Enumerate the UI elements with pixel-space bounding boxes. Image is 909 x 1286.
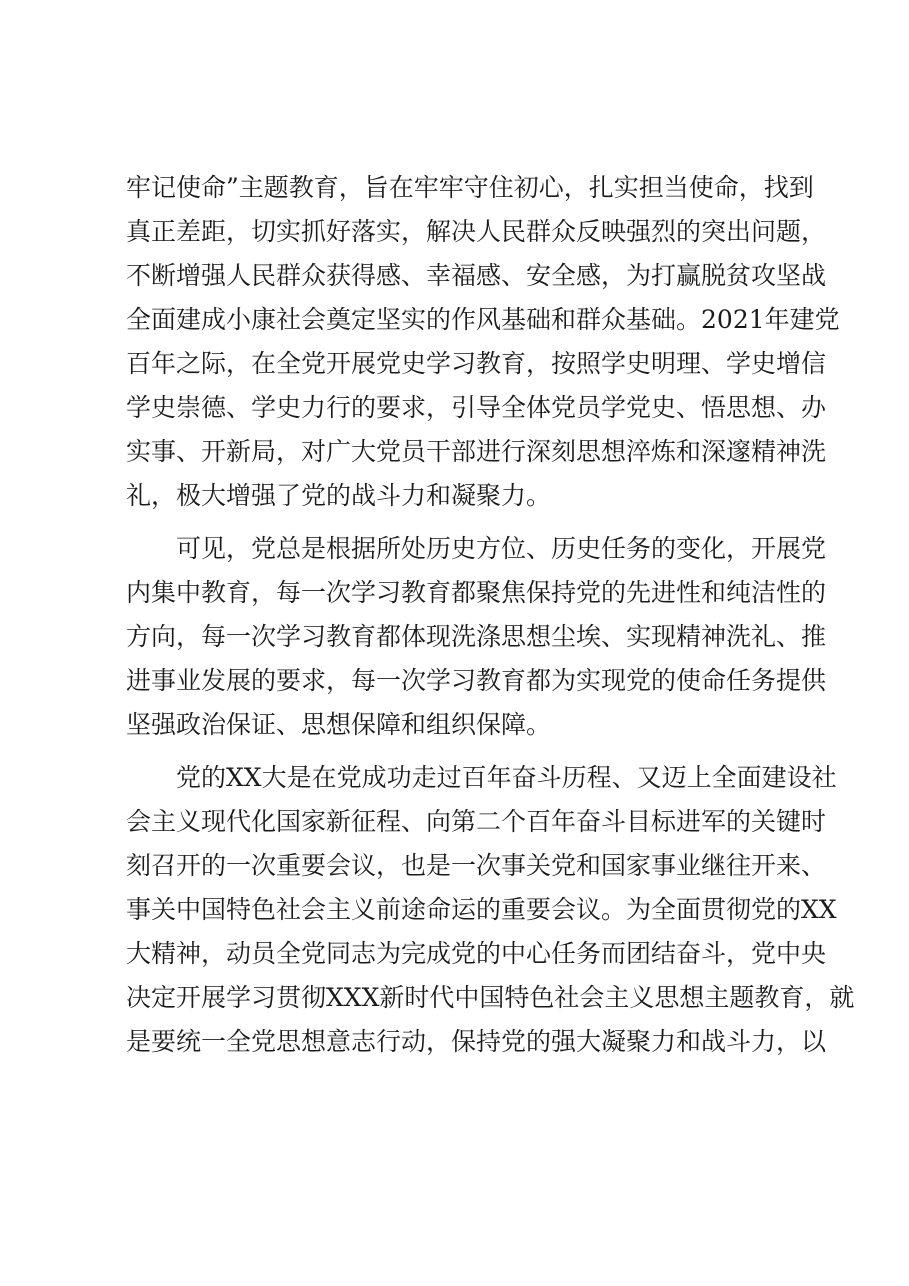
paragraph-3 [126,756,855,1064]
text-line: 刻召开的一次重要会议，也是一次事关党和国家事业继往开来、 [126,851,827,880]
text-line: 实事、开新局，对广大党员干部进行深刻思想淬炼和深邃精神洗 [126,437,827,466]
paragraph-1 [126,166,840,518]
text-line: 是要统一全党思想意志行动，保持党的强大凝聚力和战斗力，以 [126,1027,827,1056]
text-line: 不断增强人民群众获得感、幸福感、安全感，为打赢脱贫攻坚战 [126,261,827,290]
text-line: 真正差距，切实抓好落实，解决人民群众反映强烈的突出问题， [126,217,827,246]
text-line: 坚强政治保证、思想保障和组织保障。 [126,710,552,739]
document-body [126,166,855,1064]
text-line: 礼，极大增强了党的战斗力和凝聚力。 [126,481,552,510]
text-line: 百年之际，在全党开展党史学习教育，按照学史明理、学史增信 [126,349,827,378]
text-line: 内集中教育，每一次学习教育都聚焦保持党的先进性和纯洁性的 [126,578,827,607]
paragraph-2 [126,527,827,747]
text-line: 大精神，动员全党同志为完成党的中心任务而团结奋斗，党中央 [126,939,827,968]
text-line: 党的XX大是在党成功走过百年奋斗历程、又迈上全面建设社 [176,763,837,792]
text-line: 牢记使命”主题教育，旨在牢牢守住初心，扎实担当使命，找到 [126,173,814,202]
text-line: 学史崇德、学史力行的要求，引导全体党员学党史、悟思想、办 [126,393,827,422]
text-line: 可见，党总是根据所处历史方位、历史任务的变化，开展党 [176,534,827,563]
text-line: 决定开展学习贯彻XXX新时代中国特色社会主义思想主题教育，就 [126,983,855,1012]
text-line: 全面建成小康社会奠定坚实的作风基础和群众基础。2021年建党 [126,305,840,334]
text-line: 事关中国特色社会主义前途命运的重要会议。为全面贯彻党的XX [126,895,837,924]
text-line: 进事业发展的要求，每一次学习教育都为实现党的使命任务提供 [126,666,827,695]
text-line: 会主义现代化国家新征程、向第二个百年奋斗目标进军的关键时 [126,807,827,836]
text-line: 方向，每一次学习教育都体现洗涤思想尘埃、实现精神洗礼、推 [126,622,827,651]
